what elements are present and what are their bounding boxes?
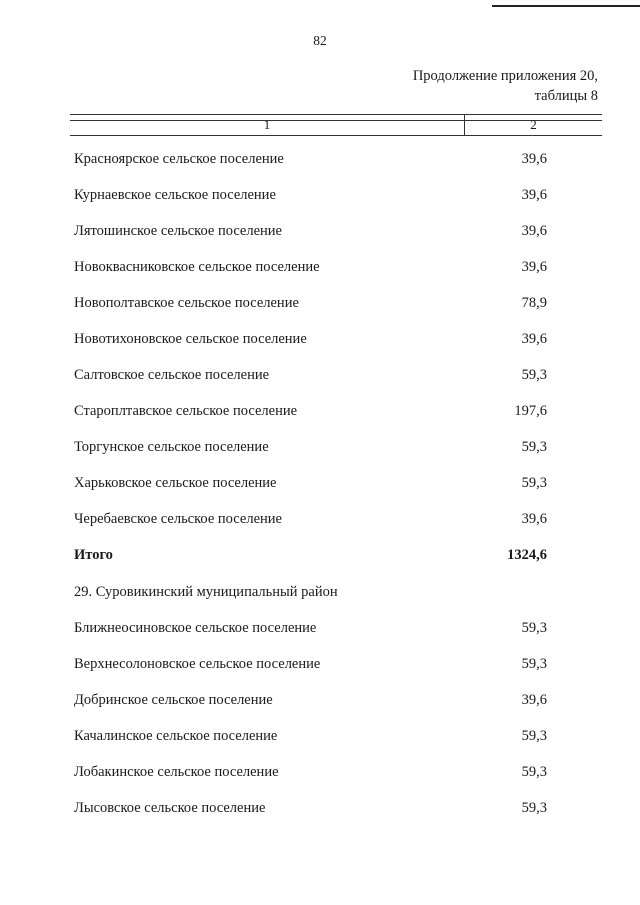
continuation-note <box>413 66 598 106</box>
column-number-2: 2 <box>530 117 537 132</box>
settlement-value: 39,6 <box>521 151 547 167</box>
column-number-1: 1 <box>263 117 271 132</box>
table-row <box>0 331 640 351</box>
settlement-name: Качалинское сельское поселение <box>74 728 278 744</box>
settlement-name: Ближнеосиновское сельское поселение <box>74 620 317 636</box>
settlement-value: 78,9 <box>521 295 547 311</box>
settlement-value: 39,6 <box>521 511 547 527</box>
table-row <box>0 475 640 495</box>
table-row <box>0 764 640 784</box>
settlement-name: Новополтавское сельское поселение <box>74 295 299 311</box>
settlement-value: 39,6 <box>521 692 547 708</box>
table-row <box>0 367 640 387</box>
settlement-name: Черебаевское сельское поселение <box>74 511 282 527</box>
settlement-value: 39,6 <box>521 259 547 275</box>
table-row <box>0 692 640 712</box>
settlement-value: 197,6 <box>514 403 547 419</box>
settlement-name: Новоквасниковское сельское поселение <box>74 259 320 275</box>
table-row <box>0 511 640 531</box>
settlement-name: Торгунское сельское поселение <box>74 439 269 455</box>
settlement-value: 59,3 <box>521 764 547 780</box>
page-number: 82 <box>313 33 327 48</box>
table-row <box>0 620 640 640</box>
table-row <box>0 439 640 459</box>
table-row <box>0 656 640 676</box>
settlement-value: 39,6 <box>521 187 547 203</box>
continuation-line-1: Продолжение приложения 20, <box>412 68 598 84</box>
table-header-rule <box>70 135 602 136</box>
settlement-name: Салтовское сельское поселение <box>74 367 270 383</box>
corner-mark <box>492 5 640 7</box>
settlement-value: 39,6 <box>521 223 547 239</box>
table-row <box>0 223 640 243</box>
settlement-value: 59,3 <box>521 367 547 383</box>
settlement-value: 59,3 <box>521 656 547 672</box>
settlement-value: 59,3 <box>521 800 547 816</box>
settlement-name: Староплтавское сельское поселение <box>74 403 298 419</box>
district-heading-row <box>0 584 640 604</box>
settlement-name: Харьковское сельское поселение <box>74 475 277 491</box>
settlement-name: Лысовское сельское поселение <box>74 800 266 816</box>
settlement-name: Новотихоновское сельское поселение <box>74 331 307 347</box>
settlement-name: Добринское сельское поселение <box>74 692 273 708</box>
table-row <box>0 151 640 171</box>
settlement-name: Курнаевское сельское поселение <box>74 187 276 203</box>
table-row <box>0 187 640 207</box>
total-row <box>0 547 640 567</box>
continuation-line-2: таблицы 8 <box>534 88 598 104</box>
table-row <box>0 403 640 423</box>
settlement-value: 59,3 <box>521 728 547 744</box>
table-row <box>0 295 640 315</box>
settlement-name: Лятошинское сельское поселение <box>74 223 282 239</box>
settlement-value: 59,3 <box>521 439 547 455</box>
total-value: 1324,6 <box>507 547 547 563</box>
table-top-rule <box>70 114 602 115</box>
settlement-name: Красноярское сельское поселение <box>74 151 284 167</box>
table-row <box>0 800 640 820</box>
district-heading: 29. Суровикинский муниципальный район <box>74 584 338 600</box>
settlement-value: 59,3 <box>521 620 547 636</box>
table-row <box>0 259 640 279</box>
settlement-value: 59,3 <box>521 475 547 491</box>
settlement-value: 39,6 <box>521 331 547 347</box>
settlement-name: Верхнесолоновское сельское поселение <box>74 656 321 672</box>
table-row <box>0 728 640 748</box>
settlement-name: Лобакинское сельское поселение <box>74 764 279 780</box>
total-label: Итого <box>74 547 113 563</box>
